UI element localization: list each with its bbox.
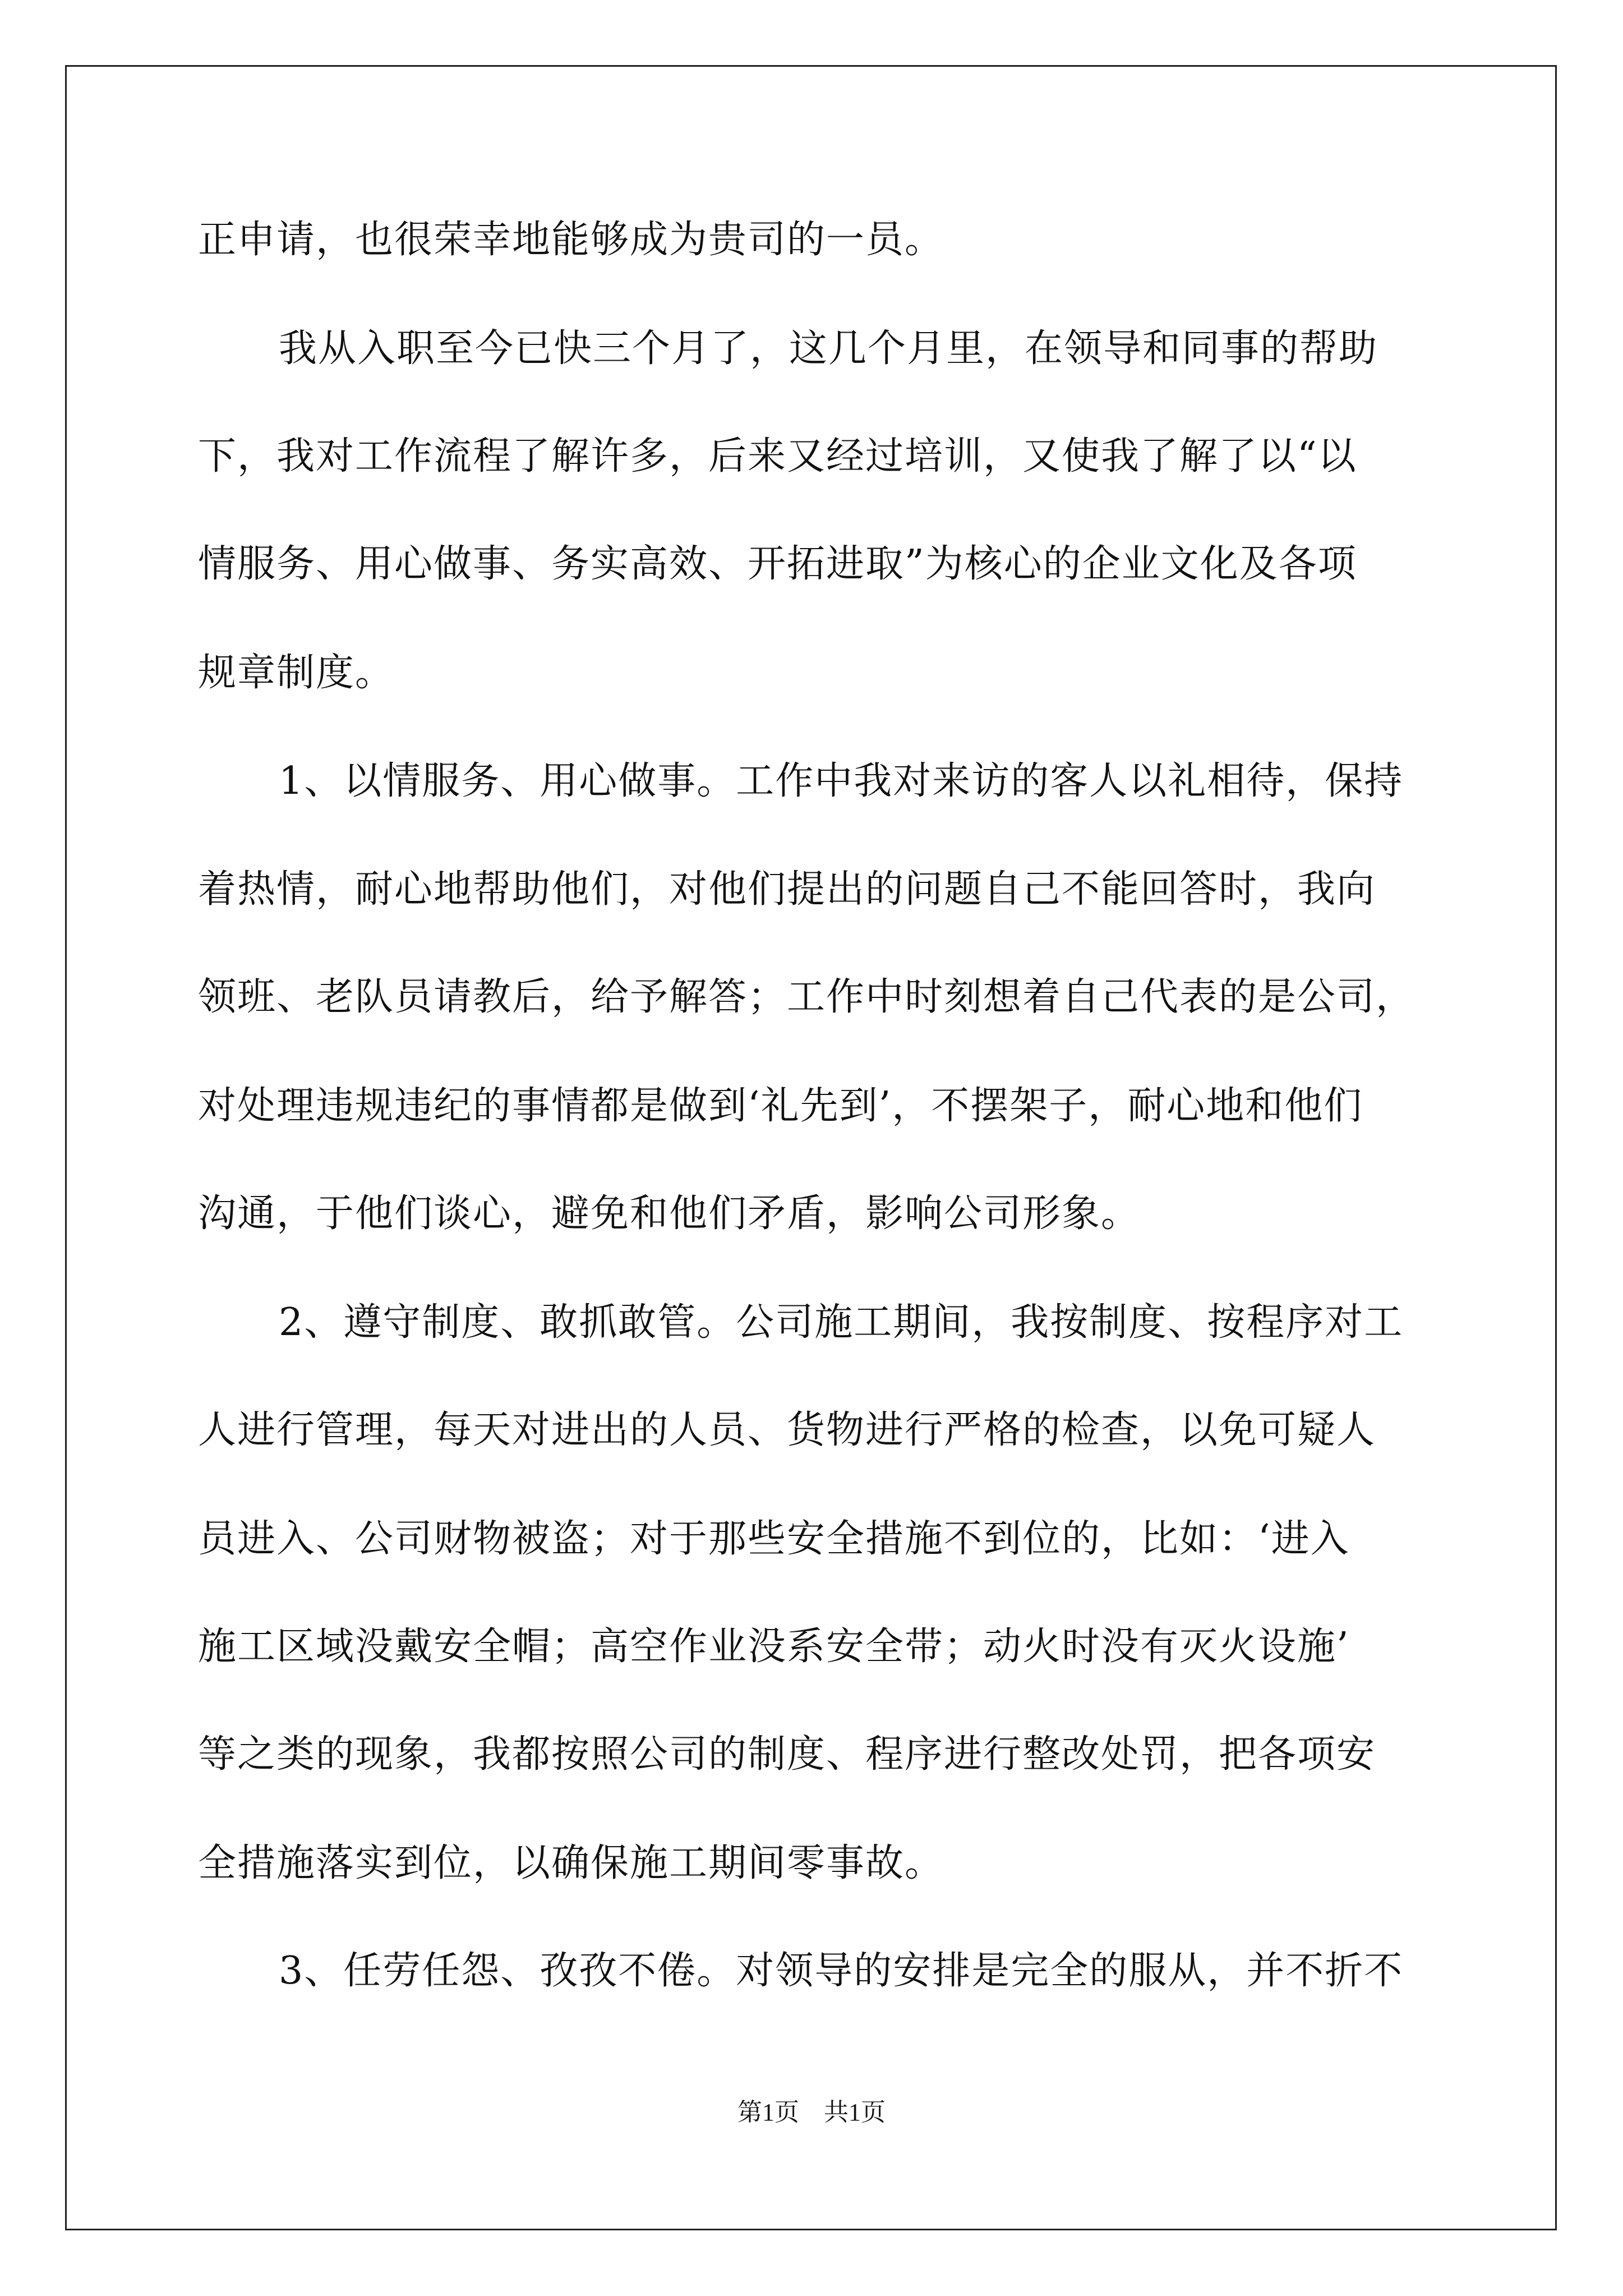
text-line: 全措施落实到位，以确保施工期间零事故。 xyxy=(198,1841,944,1885)
text-line: 我从入职至今已快三个月了，这几个月里，在领导和同事的帮助 xyxy=(279,326,1378,371)
text-line: 施工区域没戴安全帽；高空作业没系安全带；动火时没有灭火设施’ xyxy=(198,1625,1350,1669)
text-line: 沟通，于他们谈心，避免和他们矛盾，影响公司形象。 xyxy=(198,1191,1141,1236)
text-line: 着热情，耐心地帮助他们，对他们提出的问题自己不能回答时，我向 xyxy=(198,867,1376,912)
text-line: 对处理违规违纪的事情都是做到‘礼先到’，不摆架子，耐心地和他们 xyxy=(198,1084,1363,1128)
text-line: 人进行管理，每天对进出的人员、货物进行严格的检查，以免可疑人 xyxy=(198,1408,1376,1452)
text-line: 员进入、公司财物被盗；对于那些安全措施不到位的，比如：‘进入 xyxy=(198,1517,1350,1561)
text-line: 2、遵守制度、敢抓敢管。公司施工期间，我按制度、按程序对工 xyxy=(279,1300,1404,1345)
text-line: 领班、老队员请教后，给予解答；工作中时刻想着自己代表的是公司， xyxy=(198,975,1415,1019)
page-footer: 第1页 共1页 xyxy=(737,2099,886,2126)
text-line: 情服务、用心做事、务实高效、开拓进取”为核心的企业文化及各项 xyxy=(198,542,1357,586)
text-line: 下，我对工作流程了解许多，后来又经过培训，又使我了解了以“以 xyxy=(198,434,1357,478)
text-line: 1、以情服务、用心做事。工作中我对来访的客人以礼相待，保持 xyxy=(279,759,1404,803)
text-line: 规章制度。 xyxy=(198,651,395,695)
text-line: 等之类的现象，我都按照公司的制度、程序进行整改处罚，把各项安 xyxy=(198,1732,1376,1777)
text-line: 3、任劳任怨、孜孜不倦。对领导的安排是完全的服从，并不折不 xyxy=(279,1949,1404,1993)
page-border xyxy=(65,65,1557,2230)
text-line: 正申请，也很荣幸地能够成为贵司的一员。 xyxy=(198,218,944,262)
